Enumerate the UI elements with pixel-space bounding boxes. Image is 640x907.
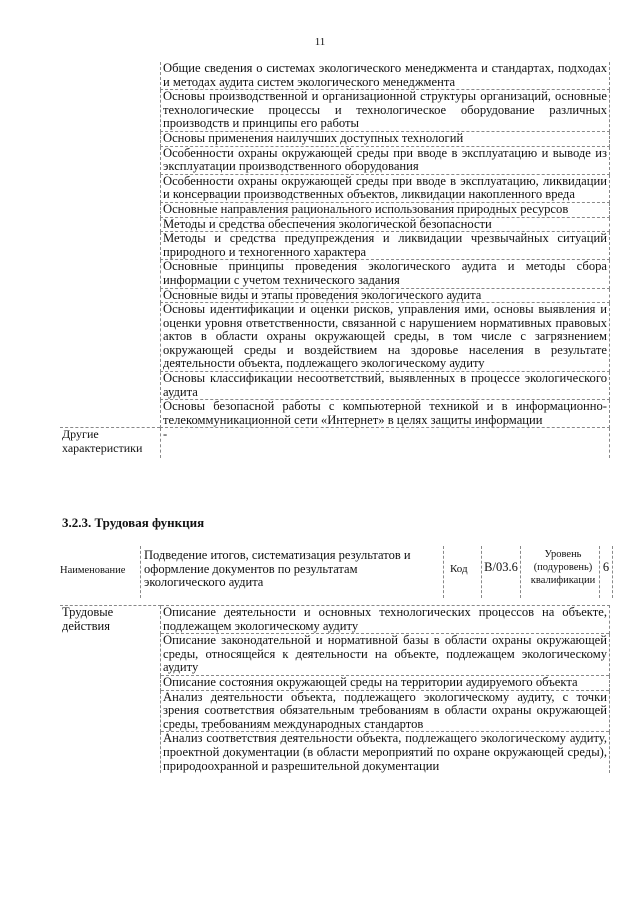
knowledge-item: Основы применения наилучших доступных технологий [161, 131, 610, 146]
labor-function-header [60, 546, 612, 598]
labor-action-item: Описание деятельности и основных технологических процессов на объекте, подлежащем экологическому аудиту [161, 606, 610, 634]
row-label-empty [60, 260, 161, 288]
knowledge-item: Особенности охраны окружающей среды при вводе в эксплуатацию и выводе из эксплуатации производственного оборудования [161, 146, 610, 174]
knowledge-item: Основы классификации несоответствий, выявленных в процессе экологического аудита [161, 372, 610, 400]
labor-actions-table [60, 605, 610, 773]
qualification-level-label: Уровень (подуровень) квалификации [530, 549, 596, 586]
knowledge-table [60, 62, 610, 458]
labor-action-item: Анализ соответствия деятельности объекта, подлежащего экологическому аудиту, проектной документации (в области мероприятий по охране окружающей среды), природоохранной и разрешительной документации [161, 732, 610, 773]
knowledge-row [60, 372, 610, 400]
other-characteristics-row [60, 428, 610, 459]
row-label-empty [60, 400, 161, 428]
knowledge-row [60, 303, 610, 372]
page-number: 11 [314, 36, 326, 48]
qualification-level-value: 6 [599, 546, 613, 598]
knowledge-row [60, 146, 610, 174]
knowledge-row [60, 131, 610, 146]
labor-actions-label: Трудовые действия [60, 606, 161, 774]
code-label: Код [450, 563, 468, 575]
knowledge-row [60, 90, 610, 132]
row-label-empty [60, 146, 161, 174]
row-label-empty [60, 232, 161, 260]
knowledge-row [60, 288, 610, 303]
other-characteristics-label: Другие характеристики [60, 428, 161, 459]
knowledge-row [60, 400, 610, 428]
row-label-empty [60, 303, 161, 372]
row-label-empty [60, 372, 161, 400]
knowledge-item: Основы производственной и организационной структуры организаций, основные технологические процессы и технологическое оборудование различных производств и принципы его работы [161, 90, 610, 132]
code-value: В/03.6 [481, 546, 521, 598]
row-label-empty [60, 174, 161, 202]
knowledge-row [60, 62, 610, 90]
knowledge-row [60, 202, 610, 217]
name-label: Наименование [60, 565, 126, 576]
row-label-empty [60, 131, 161, 146]
knowledge-item: Методы и средства обеспечения экологической безопасности [161, 217, 610, 232]
other-characteristics-value: - [161, 428, 610, 459]
knowledge-item: Основы безопасной работы с компьютерной техникой и в информационно-телекоммуникационной сети «Интернет» в целях защиты информации [161, 400, 610, 428]
knowledge-item: Основные принципы проведения экологического аудита и методы сбора информации с учетом технического задания [161, 260, 610, 288]
knowledge-row [60, 260, 610, 288]
row-label-empty [60, 217, 161, 232]
labor-action-item: Описание законодательной и нормативной базы в области охраны окружающей среды, относящейся к деятельности на объекте, подлежащем экологическому аудиту [161, 634, 610, 676]
row-label-empty [60, 90, 161, 132]
row-label-empty [60, 62, 161, 90]
labor-action-row [60, 606, 610, 634]
row-label-empty [60, 288, 161, 303]
knowledge-row [60, 217, 610, 232]
name-value: Подведение итогов, систематизация результатов и оформление документов по результатам экологического аудита [140, 546, 444, 598]
knowledge-item: Особенности охраны окружающей среды при вводе в эксплуатацию, ликвидации и консервации производственных объектов, ликвидации накопленного вреда [161, 174, 610, 202]
knowledge-item: Основные направления рационального использования природных ресурсов [161, 202, 610, 217]
knowledge-item: Общие сведения о системах экологического менеджмента и стандартах, подходах и методах аудита систем экологического менеджмента [161, 62, 610, 90]
knowledge-item: Основные виды и этапы проведения экологического аудита [161, 288, 610, 303]
knowledge-item: Методы и средства предупреждения и ликвидации чрезвычайных ситуаций природного и техногенного характера [161, 232, 610, 260]
section-title: 3.2.3. Трудовая функция [62, 515, 205, 530]
row-label-empty [60, 202, 161, 217]
knowledge-row [60, 174, 610, 202]
knowledge-row [60, 232, 610, 260]
labor-action-item: Описание состояния окружающей среды на территории аудируемого объекта [161, 675, 610, 690]
knowledge-item: Основы идентификации и оценки рисков, управления ими, основы выявления и оценки уровня ответственности, связанной с нарушением нормативных правовых актов в области охраны окружающей среды, в том числе с загрязнением окружающей среды и воздействием на здоровье населения в результате деятельности объекта, подлежащего экологическому аудиту [161, 303, 610, 372]
labor-action-item: Анализ деятельности объекта, подлежащего экологическому аудиту, с точки зрения соответствия обязательным требованиям в области охраны окружающей среды, требованиям международных стандартов [161, 690, 610, 732]
